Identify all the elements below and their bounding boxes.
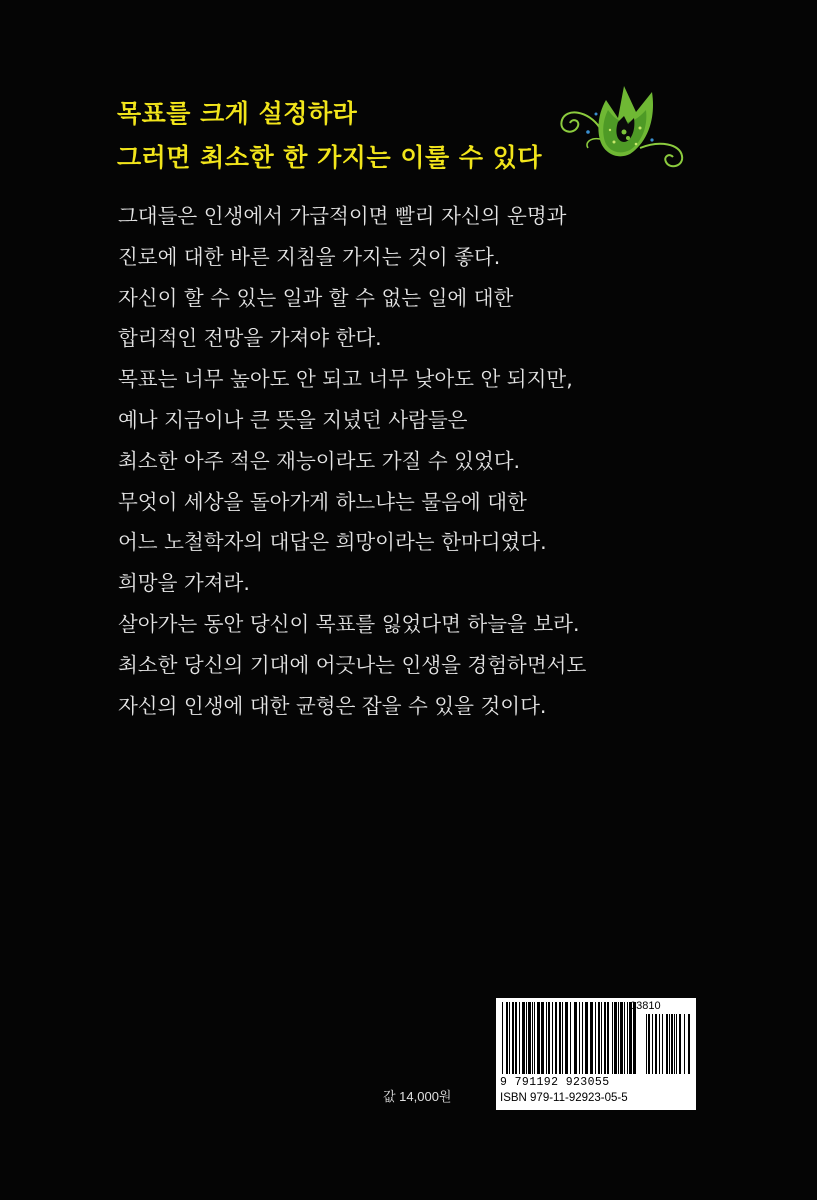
barcode-bar <box>502 1002 503 1074</box>
barcode-bar <box>559 1002 561 1074</box>
barcode-bar <box>526 1002 527 1074</box>
barcode-bar <box>541 1002 544 1074</box>
barcode-bar <box>552 1002 553 1074</box>
barcode-bar <box>555 1002 557 1074</box>
barcode-bar <box>604 1002 606 1074</box>
barcode-bar <box>585 1002 588 1074</box>
barcode-bar <box>522 1002 525 1074</box>
barcode-bar <box>534 1002 535 1074</box>
barcode-addon-bar <box>688 1014 690 1074</box>
barcode-bar <box>570 1002 571 1074</box>
barcode-addon-bar <box>671 1014 673 1074</box>
barcode-bar <box>512 1002 514 1074</box>
barcode-addon-bar <box>659 1014 660 1074</box>
barcode-bar <box>595 1002 596 1074</box>
barcode-addon-bar <box>674 1014 675 1074</box>
barcode-bar <box>629 1002 632 1074</box>
barcode-bar <box>515 1002 517 1074</box>
body-line: 희망을 가져라. <box>118 571 250 596</box>
barcode-addon-bar <box>679 1014 681 1074</box>
headline-line-1: 목표를 크게 설정하라 <box>117 99 358 128</box>
body-line: 자신의 인생에 대한 균형은 잡을 수 있을 것이다. <box>118 693 547 718</box>
barcode-addon-bar <box>666 1014 668 1074</box>
barcode-addon-bar <box>646 1014 647 1074</box>
barcode-bar <box>574 1002 577 1074</box>
barcode-bar <box>627 1002 628 1074</box>
barcode-addon-bar <box>676 1014 677 1074</box>
barcode-bar <box>601 1002 602 1074</box>
barcode-digits: 9 791192 923055 <box>500 1076 610 1089</box>
barcode-bar <box>612 1002 613 1074</box>
barcode-addon-bar <box>684 1014 685 1074</box>
body-line: 예나 지금이나 큰 뜻을 지녔던 사람들은 <box>118 407 468 432</box>
barcode-bar <box>506 1002 508 1074</box>
headline-line-2: 그러면 최소한 한 가지는 이룰 수 있다 <box>117 143 542 172</box>
barcode-bar <box>532 1002 533 1074</box>
barcode-bar <box>546 1002 547 1074</box>
barcode-addon-bar <box>662 1014 663 1074</box>
body-line: 어느 노철학자의 대답은 희망이라는 한마디였다. <box>118 530 547 555</box>
body-line: 최소한 아주 적은 재능이라도 가질 수 있었다. <box>118 448 521 473</box>
barcode-addon-bar <box>669 1014 670 1074</box>
body-line: 목표는 너무 높아도 안 되고 너무 낮아도 안 되지만, <box>118 367 573 392</box>
tulip-flower-illustration <box>548 70 698 185</box>
body-line: 그대들은 인생에서 가급적이면 빨리 자신의 운명과 <box>118 204 567 228</box>
barcode-bar <box>528 1002 531 1074</box>
barcode-addon-bar <box>652 1014 653 1074</box>
barcode-bar <box>562 1002 563 1074</box>
barcode-addon-bar <box>655 1014 657 1074</box>
barcode-bar <box>633 1002 636 1074</box>
headline <box>117 92 542 180</box>
body-line: 최소한 당신의 기대에 어긋나는 인생을 경험하면서도 <box>118 652 587 677</box>
body-line: 살아가는 동안 당신이 목표를 잃었다면 하늘을 보라. <box>118 611 580 636</box>
barcode-bar <box>607 1002 609 1074</box>
body-line: 합리적인 전망을 가져야 한다. <box>118 326 382 351</box>
body-text <box>118 196 586 726</box>
barcode-bar <box>620 1002 623 1074</box>
barcode-bar <box>537 1002 540 1074</box>
barcode-bar <box>519 1002 520 1074</box>
barcode-bar <box>624 1002 625 1074</box>
isbn-number: ISBN 979-11-92923-05-5 <box>500 1092 628 1104</box>
barcode-bar <box>565 1002 568 1074</box>
barcode-bar <box>579 1002 580 1074</box>
price-label: 값 14,000원 <box>383 1089 452 1104</box>
barcode-bar <box>590 1002 593 1074</box>
body-line: 무엇이 세상을 돌아가게 하느냐는 물음에 대한 <box>118 489 527 514</box>
barcode-bar <box>582 1002 583 1074</box>
barcode-bar <box>509 1002 510 1074</box>
body-line: 자신이 할 수 있는 일과 할 수 없는 일에 대한 <box>118 285 514 310</box>
body-line: 진로에 대한 바른 지침을 가지는 것이 좋다. <box>118 244 501 269</box>
barcode-addon-bar <box>648 1014 650 1074</box>
barcode-bar <box>618 1002 619 1074</box>
barcode-addon-number: 03810 <box>630 1000 661 1012</box>
barcode-bar <box>598 1002 600 1074</box>
barcode-bar <box>614 1002 617 1074</box>
barcode-bar <box>548 1002 550 1074</box>
